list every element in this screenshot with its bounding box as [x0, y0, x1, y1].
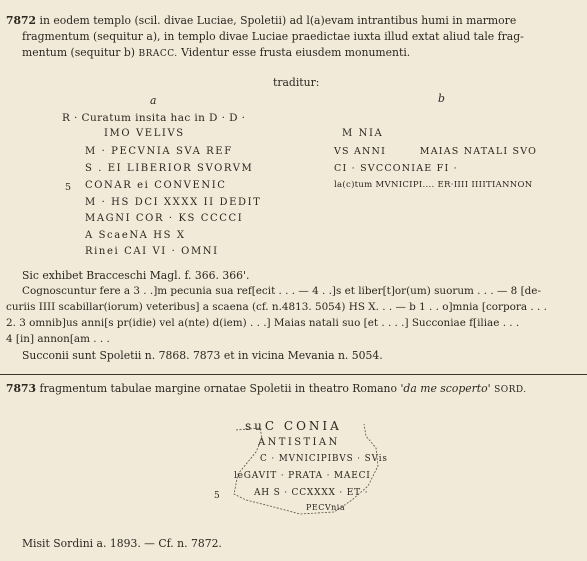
column-a-label: a — [150, 94, 157, 107]
entry-number: 7873 — [6, 382, 37, 395]
fragment-line-2: ANTISTIAN — [258, 437, 340, 448]
inscription-b-line-2: VS ANNI MAIAS NATALI SVO — [334, 146, 538, 157]
fragment-line-5: AH S · CCXXXX · ET · — [254, 488, 369, 498]
fragment-line-3: C · MVNICIPIBVS · SVis — [260, 454, 388, 464]
note-restoration-2: curiis IIII scabillar(iorum) veteribus] a scaena (cf. n.4813. 5054) HS X. . . — b 1 . . o]mnia [corpora . . . — [6, 301, 547, 313]
quote: 'da me scoperto' — [400, 382, 491, 395]
note-restoration-1: Cognoscuntur fere a 3 . .]m pecunia sua ref[ecit . . . — 4 . .]s et liber[t]or(um) suorum . . . — 8 [de- — [22, 285, 541, 297]
entry-number: 7872 — [6, 14, 37, 27]
line-number-5: 5 — [65, 182, 72, 193]
note-related: Succonii sunt Spoletii n. 7868. 7873 et in vicina Mevania n. 5054. — [22, 349, 383, 362]
fragment-line-6: PECVnia — [306, 503, 346, 512]
note-restoration-4: 4 [in] annon[am . . . — [6, 333, 110, 345]
inscription-a-line-6: M · HS DCI XXXX II DEDIT — [85, 197, 262, 208]
traditur-label: traditur: — [273, 76, 320, 89]
inscription-a-line-1: R · Curatum insita hac in D · D · — [62, 112, 246, 124]
inscription-a-line-7: MAGNI COR · KS CCCCI — [85, 213, 244, 224]
inscription-b-line-4: la(c)tum MVNICIPI.... ER·IIII IIIITIANNON — [334, 180, 533, 190]
entry-7872-line2: fragmentum (sequitur a), in templo divae Luciae praedictae iuxta illud extat aliud tale frag- — [22, 30, 524, 43]
inscription-b-line-1: M NIA — [342, 128, 384, 139]
source-abbrev: SORD. — [494, 385, 527, 395]
inscription-a-line-5: CONAR ei CONVENIC — [85, 180, 227, 191]
inscription-a-line-8: A ScaeNA HS X — [85, 230, 186, 241]
column-b-label: b — [438, 92, 445, 105]
inscription-a-line-9: Rinei CAI VI · OMNI — [85, 246, 219, 257]
inscription-a-line-2: IMO VELIVS — [104, 128, 185, 139]
inscription-b-line-3: CI · SVCCONIAE FI · — [334, 163, 458, 174]
inscription-a-line-3: M · PECVNIA SVA REF — [85, 146, 233, 157]
inscription-a-line-4: S . EI LIBERIOR SVORVM — [85, 163, 254, 174]
fragment-line-1: suC CONIA — [245, 419, 342, 433]
source-abbrev: BRACC. — [138, 49, 178, 59]
entry-7873-header: 7873 fragmentum tabulae margine ornatae Spoletii in theatro Romano 'da me scoperto' SORD. — [6, 382, 527, 395]
fragment-line-number-5: 5 — [214, 491, 220, 501]
fragment-line-4: leGAVIT · PRATA · MAECI — [234, 471, 371, 481]
note-source: Sic exhibet Bracceschi Magl. f. 366. 366'. — [22, 269, 250, 282]
note-restoration-3: 2. 3 omnib]us anni[s pr(idie) vel a(nte) d(iem) . . .] Maias natali suo [et . . . .] Succoniae f[iliae . . . — [6, 317, 520, 329]
entry-7872-line1: 7872 in eodem templo (scil. divae Luciae, Spoletii) ad l(a)evam intrantibus humi in marmore — [6, 14, 517, 27]
entry-7873-footer: Misit Sordini a. 1893. — Cf. n. 7872. — [22, 537, 222, 550]
entry-7872-line3: mentum (sequitur b) BRACC. Videntur esse frusta eiusdem monumenti. — [22, 46, 411, 59]
